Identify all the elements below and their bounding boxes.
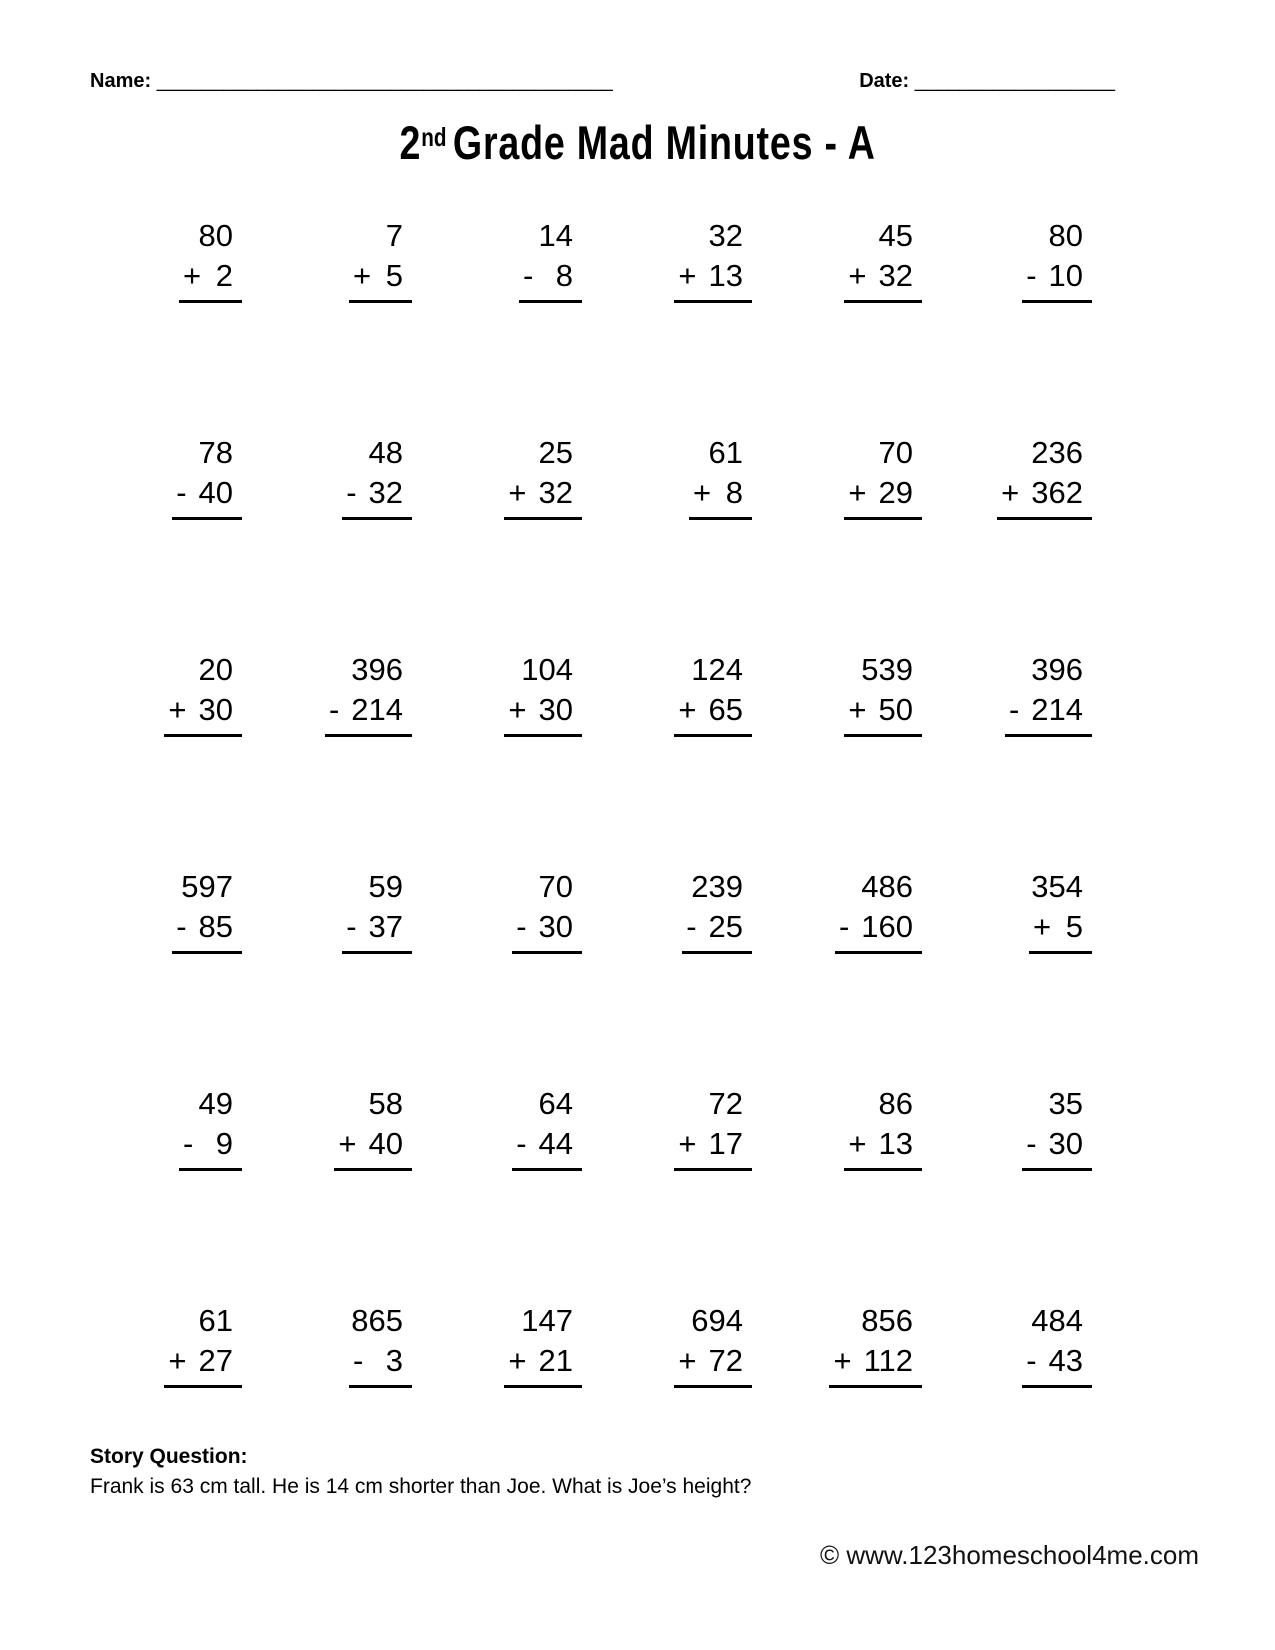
answer-line: [179, 1124, 242, 1171]
answer-line: [844, 690, 922, 737]
problem-cell: [428, 433, 598, 650]
math-problem: [1029, 867, 1092, 954]
math-problem: [682, 867, 752, 954]
operator: +: [848, 692, 867, 727]
answer-line: [349, 1341, 412, 1388]
operator: -: [346, 475, 357, 510]
operator: +: [353, 258, 372, 293]
name-field: [90, 70, 613, 93]
problem-cell: [768, 1301, 938, 1388]
bottom-operand: 32: [878, 258, 913, 293]
problem-cell: [598, 867, 768, 1084]
answer-line: [172, 907, 242, 954]
operator: +: [833, 1343, 852, 1378]
operator: -: [516, 1126, 527, 1161]
bottom-operand: 40: [198, 475, 233, 510]
title-ordinal: nd: [421, 124, 447, 153]
top-operand: 78: [198, 435, 233, 470]
answer-line: [682, 907, 752, 954]
answer-line: [674, 256, 752, 303]
math-problem: [164, 650, 242, 737]
bottom-operand: 25: [708, 909, 743, 944]
bottom-operand: 5: [385, 258, 403, 293]
answer-line: [504, 473, 582, 520]
math-problem: [512, 1084, 582, 1171]
math-problem: [342, 433, 412, 520]
problem-cell: [428, 867, 598, 1084]
top-operand: 48: [368, 435, 403, 470]
math-problem: [349, 216, 412, 303]
date-label: Date:: [859, 70, 910, 92]
top-operand: 32: [708, 218, 743, 253]
bottom-operand: 13: [878, 1126, 913, 1161]
math-problem: [334, 1084, 412, 1171]
top-operand: 25: [538, 435, 573, 470]
bottom-operand: 40: [368, 1126, 403, 1161]
math-problem: [844, 650, 922, 737]
top-operand: 59: [368, 869, 403, 904]
story-question-label: Story Question:: [90, 1445, 248, 1468]
bottom-operand: 44: [538, 1126, 573, 1161]
problem-cell: [428, 216, 598, 433]
math-problem: [504, 433, 582, 520]
problems-grid: [0, 216, 1275, 1388]
operator: +: [1033, 909, 1052, 944]
operator: -: [176, 475, 187, 510]
math-problem: [829, 1301, 922, 1388]
bottom-operand: 37: [368, 909, 403, 944]
operator: +: [693, 475, 712, 510]
problem-row-3: [0, 650, 1275, 867]
math-problem: [689, 433, 752, 520]
bottom-operand: 32: [538, 475, 573, 510]
bottom-operand: 30: [538, 909, 573, 944]
math-problem: [325, 650, 412, 737]
top-operand: 70: [538, 869, 573, 904]
operator: -: [1026, 1126, 1037, 1161]
top-operand: 539: [861, 652, 913, 687]
problem-cell: [598, 216, 768, 433]
problem-cell: [938, 216, 1108, 433]
answer-line: [829, 1341, 922, 1388]
top-operand: 61: [708, 435, 743, 470]
math-problem: [349, 1301, 412, 1388]
problem-cell: [258, 216, 428, 433]
top-operand: 597: [181, 869, 233, 904]
top-operand: 14: [538, 218, 573, 253]
answer-line: [844, 256, 922, 303]
top-operand: 239: [691, 869, 743, 904]
bottom-operand: 13: [708, 258, 743, 293]
bottom-operand: 43: [1048, 1343, 1083, 1378]
top-operand: 104: [521, 652, 573, 687]
math-problem: [1022, 216, 1092, 303]
problem-cell: [88, 650, 258, 867]
operator: -: [686, 909, 697, 944]
bottom-operand: 3: [385, 1343, 403, 1378]
math-problem: [674, 1084, 752, 1171]
operator: +: [678, 692, 697, 727]
top-operand: 865: [351, 1303, 403, 1338]
operator: -: [523, 258, 534, 293]
answer-line: [844, 1124, 922, 1171]
operator: +: [848, 475, 867, 510]
math-problem: [674, 1301, 752, 1388]
problem-cell: [598, 1084, 768, 1301]
problem-cell: [428, 1301, 598, 1388]
date-field: [859, 70, 1115, 93]
answer-line: [164, 1341, 242, 1388]
problem-cell: [938, 867, 1108, 1084]
problem-cell: [598, 433, 768, 650]
answer-line: [835, 907, 922, 954]
operator: +: [508, 475, 527, 510]
answer-line: [1022, 1341, 1092, 1388]
top-operand: 7: [385, 218, 403, 253]
problem-cell: [258, 650, 428, 867]
answer-line: [504, 690, 582, 737]
operator: +: [338, 1126, 357, 1161]
answer-line: [164, 690, 242, 737]
problem-cell: [88, 433, 258, 650]
operator: +: [678, 1126, 697, 1161]
top-operand: 58: [368, 1086, 403, 1121]
math-problem: [172, 867, 242, 954]
bottom-operand: 32: [368, 475, 403, 510]
bottom-operand: 8: [725, 475, 743, 510]
bottom-operand: 160: [861, 909, 913, 944]
operator: -: [838, 909, 850, 944]
operator: -: [328, 692, 340, 727]
top-operand: 354: [1031, 869, 1083, 904]
problem-cell: [598, 650, 768, 867]
answer-line: [512, 907, 582, 954]
answer-line: [179, 256, 242, 303]
math-problem: [512, 867, 582, 954]
answer-line: [172, 473, 242, 520]
math-problem: [997, 433, 1092, 520]
problem-cell: [88, 1301, 258, 1388]
math-problem: [674, 216, 752, 303]
problem-cell: [88, 216, 258, 433]
problem-row-2: [0, 433, 1275, 650]
bottom-operand: 50: [878, 692, 913, 727]
bottom-operand: 17: [708, 1126, 743, 1161]
bottom-operand: 362: [1031, 475, 1083, 510]
top-operand: 236: [1031, 435, 1083, 470]
bottom-operand: 30: [198, 692, 233, 727]
operator: -: [516, 909, 527, 944]
math-problem: [172, 433, 242, 520]
answer-line: [342, 473, 412, 520]
bottom-operand: 27: [198, 1343, 233, 1378]
bottom-operand: 29: [878, 475, 913, 510]
operator: +: [168, 692, 187, 727]
operator: -: [176, 909, 187, 944]
bottom-operand: 21: [538, 1343, 573, 1378]
answer-line: [674, 1341, 752, 1388]
problem-row-5: [0, 1084, 1275, 1301]
math-problem: [674, 650, 752, 737]
top-operand: 80: [198, 218, 233, 253]
answer-line: [512, 1124, 582, 1171]
operator: -: [1026, 1343, 1037, 1378]
math-problem: [179, 1084, 242, 1171]
answer-line: [325, 690, 412, 737]
answer-line: [519, 256, 582, 303]
answer-line: [349, 256, 412, 303]
bottom-operand: 8: [555, 258, 573, 293]
math-problem: [844, 216, 922, 303]
top-operand: 86: [878, 1086, 913, 1121]
top-operand: 486: [861, 869, 913, 904]
title-text: Grade Mad Minutes - A: [452, 116, 876, 169]
problem-cell: [258, 433, 428, 650]
problem-cell: [768, 867, 938, 1084]
operator: -: [183, 1126, 194, 1161]
top-operand: 80: [1048, 218, 1083, 253]
top-operand: 694: [691, 1303, 743, 1338]
problem-cell: [428, 1084, 598, 1301]
math-problem: [342, 867, 412, 954]
answer-line: [504, 1341, 582, 1388]
operator: +: [848, 258, 867, 293]
name-label: Name:: [90, 70, 152, 92]
top-operand: 396: [1031, 652, 1083, 687]
math-problem: [844, 433, 922, 520]
bottom-operand: 2: [215, 258, 233, 293]
operator: -: [1008, 692, 1020, 727]
math-problem: [164, 1301, 242, 1388]
problem-cell: [768, 1084, 938, 1301]
operator: +: [508, 692, 527, 727]
operator: +: [848, 1126, 867, 1161]
math-problem: [844, 1084, 922, 1171]
problem-cell: [428, 650, 598, 867]
top-operand: 64: [538, 1086, 573, 1121]
math-problem: [1005, 650, 1092, 737]
operator: +: [678, 1343, 697, 1378]
problem-cell: [598, 1301, 768, 1388]
answer-line: [342, 907, 412, 954]
math-problem: [519, 216, 582, 303]
top-operand: 70: [878, 435, 913, 470]
math-problem: [835, 867, 922, 954]
copyright-footer: © www.123homeschool4me.com: [820, 1540, 1199, 1570]
name-blank-line: _________________________________________: [156, 70, 613, 92]
problem-cell: [938, 1084, 1108, 1301]
answer-line: [1005, 690, 1092, 737]
story-question-section: [0, 1388, 1275, 1502]
math-problem: [504, 650, 582, 737]
top-operand: 396: [351, 652, 403, 687]
problem-row-6: [0, 1301, 1275, 1388]
bottom-operand: 5: [1065, 909, 1083, 944]
problem-cell: [938, 650, 1108, 867]
answer-line: [674, 1124, 752, 1171]
bottom-operand: 65: [708, 692, 743, 727]
top-operand: 20: [198, 652, 233, 687]
operator: +: [183, 258, 202, 293]
answer-line: [997, 473, 1092, 520]
top-operand: 856: [861, 1303, 913, 1338]
problem-cell: [88, 867, 258, 1084]
answer-line: [1022, 1124, 1092, 1171]
operator: -: [346, 909, 357, 944]
bottom-operand: 85: [198, 909, 233, 944]
problem-cell: [768, 433, 938, 650]
answer-line: [689, 473, 752, 520]
problem-cell: [258, 867, 428, 1084]
answer-line: [1022, 256, 1092, 303]
bottom-operand: 10: [1048, 258, 1083, 293]
header-row: [0, 0, 1275, 93]
operator: -: [1026, 258, 1037, 293]
bottom-operand: 72: [708, 1343, 743, 1378]
operator: +: [168, 1343, 187, 1378]
operator: +: [1001, 475, 1020, 510]
problem-cell: [258, 1301, 428, 1388]
answer-line: [674, 690, 752, 737]
problem-cell: [938, 433, 1108, 650]
page-title: [399, 115, 875, 170]
bottom-operand: 214: [351, 692, 403, 727]
operator: +: [678, 258, 697, 293]
math-problem: [504, 1301, 582, 1388]
problem-cell: [768, 650, 938, 867]
problem-cell: [258, 1084, 428, 1301]
problem-cell: [938, 1301, 1108, 1388]
title-wrap: [0, 115, 1275, 170]
story-question-text: Frank is 63 cm tall. He is 14 cm shorter than Joe. What is Joe’s height?: [90, 1475, 752, 1498]
answer-line: [334, 1124, 412, 1171]
operator: +: [508, 1343, 527, 1378]
title-number: 2: [399, 116, 422, 169]
top-operand: 147: [521, 1303, 573, 1338]
bottom-operand: 30: [1048, 1126, 1083, 1161]
operator: -: [353, 1343, 364, 1378]
date-blank-line: __________________: [914, 70, 1115, 92]
top-operand: 61: [198, 1303, 233, 1338]
problem-cell: [88, 1084, 258, 1301]
problem-cell: [768, 216, 938, 433]
problem-row-4: [0, 867, 1275, 1084]
math-problem: [1022, 1301, 1092, 1388]
bottom-operand: 30: [538, 692, 573, 727]
top-operand: 124: [691, 652, 743, 687]
top-operand: 484: [1031, 1303, 1083, 1338]
top-operand: 72: [708, 1086, 743, 1121]
bottom-operand: 112: [863, 1343, 913, 1378]
answer-line: [844, 473, 922, 520]
math-problem: [1022, 1084, 1092, 1171]
top-operand: 45: [878, 218, 913, 253]
top-operand: 49: [198, 1086, 233, 1121]
answer-line: [1029, 907, 1092, 954]
problem-row-1: [0, 216, 1275, 433]
bottom-operand: 9: [215, 1126, 233, 1161]
top-operand: 35: [1048, 1086, 1083, 1121]
math-problem: [179, 216, 242, 303]
bottom-operand: 214: [1031, 692, 1083, 727]
